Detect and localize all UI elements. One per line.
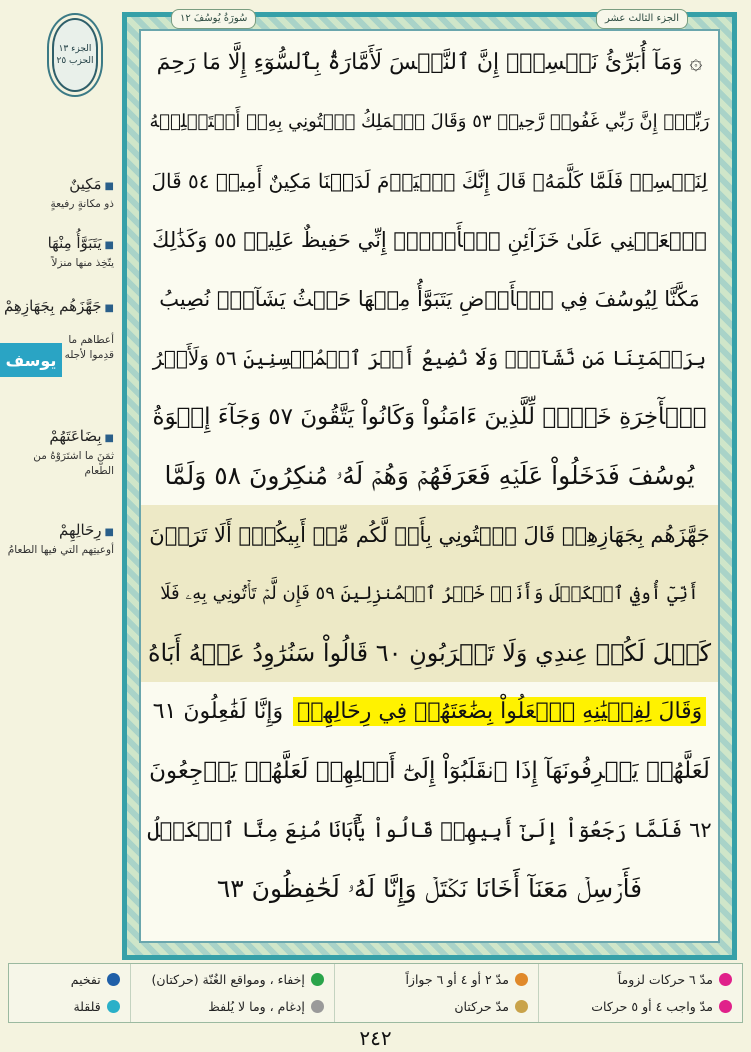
verse-line: بِرَحۡمَتِنَا مَن نَّشَآءُۖ وَلَا نُضِيعُ أَجۡرَ ٱلۡمُحۡسِنِينَ ٥٦ وَلَأَجۡرُ bbox=[152, 345, 707, 370]
verse-line: ٱجۡعَلۡنِي عَلَىٰ خَزَآئِنِ ٱلۡأَرۡضِۖ إِنِّي حَفِيظٌ عَلِيمٞ ٥٥ وَكَذَٰلِكَ bbox=[152, 227, 707, 252]
verse-line: ٱلۡأٓخِرَةِ خَيۡرٞ لِّلَّذِينَ ءَامَنُواْ وَكَانُواْ يَتَّقُونَ ٥٧ وَجَآءَ إِخۡوَةُ bbox=[152, 403, 707, 430]
juz-label: الجزء ١٣ bbox=[58, 44, 92, 54]
verse-line: ٦٢ فَلَمَّا رَجَعُوٓاْ إِلَىٰٓ أَبِيهِمۡ قَالُواْ يَٰٓأَبَانَا مُنِعَ مِنَّا ٱلۡكَيۡلُ bbox=[147, 817, 712, 842]
text-frame bbox=[122, 12, 737, 960]
verse-line-highlighted: جَهَّزَهُم بِجَهَازِهِمۡ قَالَ ٱئۡتُونِي بِأَخٖ لَّكُم مِّنۡ أَبِيكُمۡۚ أَلَا تَرَوۡنَ bbox=[141, 505, 718, 564]
verse-line: رَبِّيٓۚ إِنَّ رَبِّي غَفُورٞ رَّحِيمٞ ٥٣ وَقَالَ ٱلۡمَلِكُ ٱئۡتُونِي بِهِۦٓ أَسۡتَخۡلِصۡهُ bbox=[149, 111, 710, 132]
highlighted-phrase: وَقَالَ لِفِتۡيَٰنِهِ ٱجۡعَلُواْ بِضَٰعَتَهُمۡ فِي رِحَالِهِمۡ bbox=[293, 697, 706, 726]
gloss-definition: ثمَنَ ما اشتَرَوْهُ من الطّعام bbox=[33, 450, 114, 477]
juz-medallion bbox=[52, 18, 98, 92]
frame-border bbox=[127, 13, 732, 955]
gloss-word: ■مَكِينٌ bbox=[69, 175, 114, 193]
margin-panel bbox=[0, 0, 120, 960]
verse-line-highlighted: كَيۡلَ لَكُمۡ عِندِي وَلَا تَقۡرَبُونِ ٦٠ قَالُواْ سَنُرَٰوِدُ عَنۡهُ أَبَاهُ bbox=[141, 623, 718, 682]
tajweed-legend bbox=[8, 963, 743, 1023]
color-dot-icon bbox=[719, 973, 732, 986]
color-dot-icon bbox=[719, 1000, 732, 1013]
juz-header: الجزء الثالث عشر bbox=[596, 9, 688, 29]
legend-column bbox=[130, 964, 334, 1022]
verse-line: ۞ وَمَآ أُبَرِّئُ نَفۡسِيٓۚ إِنَّ ٱلنَّفۡسَ لَأَمَّارَةُۢ بِٱلسُّوٓءِ إِلَّا مَا رَحِمَ bbox=[156, 50, 703, 75]
verse-line: فَأَرۡسِلۡ مَعَنَآ أَخَانَا نَكۡتَلۡ وَإِنَّا لَهُۥ لَحَٰفِظُونَ ٦٣ bbox=[216, 873, 643, 903]
surah-header: سُورَةُ يُوسُفَ ١٢ bbox=[171, 9, 256, 29]
legend-item: قلقلة bbox=[19, 999, 120, 1014]
gloss-word: ■جَهَّزَهُم بِجَهَازِهِمْ bbox=[3, 297, 114, 315]
verse-line: يُوسُفَ فَدَخَلُواْ عَلَيۡهِ فَعَرَفَهُمۡ وَهُمۡ لَهُۥ مُنكِرُونَ ٥٨ وَلَمَّا bbox=[164, 460, 695, 490]
page-number: ٢٤٢ bbox=[359, 1026, 392, 1050]
gloss-word: ■رِحَالِهِمْ bbox=[58, 521, 114, 539]
gloss-definition: يتّخِذ منها منزلاً bbox=[51, 257, 114, 269]
gloss-word: ■يَتَبَوَّأُ مِنْهَا bbox=[47, 234, 114, 252]
color-dot-icon bbox=[107, 1000, 120, 1013]
legend-column bbox=[334, 964, 538, 1022]
legend-column bbox=[9, 964, 130, 1022]
gloss-word: ■بِضَاعَتَهُمْ bbox=[49, 427, 114, 445]
color-dot-icon bbox=[311, 1000, 324, 1013]
verse-line: لَعَلَّهُمۡ يَعۡرِفُونَهَآ إِذَا ٱنقَلَبُوٓاْ إِلَىٰٓ أَهۡلِهِمۡ لَعَلَّهُمۡ يَرۡجِعُونَ bbox=[149, 757, 710, 784]
legend-item: إخفاء ، ومواقع الغُنّة (حركتان) bbox=[141, 972, 324, 987]
legend-item: مدّ ٢ أو ٤ أو ٦ جوازاً bbox=[345, 972, 528, 987]
color-dot-icon bbox=[311, 973, 324, 986]
verse-end: وَإِنَّا لَفَٰعِلُونَ ٦١ bbox=[152, 699, 284, 724]
gloss-entry bbox=[2, 174, 114, 212]
gloss-entry bbox=[2, 520, 114, 558]
gloss-entry bbox=[2, 426, 114, 479]
legend-item: مدّ حركتان bbox=[345, 999, 528, 1014]
verse-line: مَكَّنَّا لِيُوسُفَ فِي ٱلۡأَرۡضِ يَتَبَوَّأُ مِنۡهَا حَيۡثُ يَشَآءُۚ نُصِيبُ bbox=[159, 286, 700, 311]
verse-line bbox=[141, 682, 718, 741]
color-dot-icon bbox=[515, 1000, 528, 1013]
verse-line-highlighted: أَنِّيٓ أُوفِي ٱلۡكَيۡلَ وَأَنَا۠ خَيۡرُ ٱلۡمُنزِلِينَ ٥٩ فَإِن لَّمۡ تَأۡتُونِي بِهِۦ فَلَا bbox=[141, 564, 718, 623]
gloss-entry bbox=[2, 233, 114, 271]
color-dot-icon bbox=[515, 973, 528, 986]
gloss-definition: أعطاهم ما قدِموا لأجله bbox=[64, 334, 114, 361]
legend-item: مدّ ٦ حركات لزوماً bbox=[549, 972, 732, 987]
legend-item: إدغام ، وما لا يُلفظ bbox=[141, 999, 324, 1014]
legend-item: تفخيم bbox=[19, 972, 120, 987]
hizb-label: الحزب ٢٥ bbox=[56, 56, 94, 66]
surah-tab[interactable]: يوسف bbox=[0, 343, 62, 377]
legend-item: مدّ واجب ٤ أو ٥ حركات bbox=[549, 999, 732, 1014]
legend-column bbox=[538, 964, 742, 1022]
color-dot-icon bbox=[107, 973, 120, 986]
gloss-definition: أوعيتِهم التي فيها الطعامُ bbox=[7, 544, 114, 556]
quran-text-area bbox=[139, 13, 720, 943]
verse-line: لِنَفۡسِيۖ فَلَمَّا كَلَّمَهُۥ قَالَ إِنَّكَ ٱلۡيَوۡمَ لَدَيۡنَا مَكِينٌ أَمِينٞ ٥٤ قَالَ bbox=[151, 168, 708, 193]
gloss-definition: ذو مكانةٍ رفيعةٍ bbox=[50, 198, 114, 210]
